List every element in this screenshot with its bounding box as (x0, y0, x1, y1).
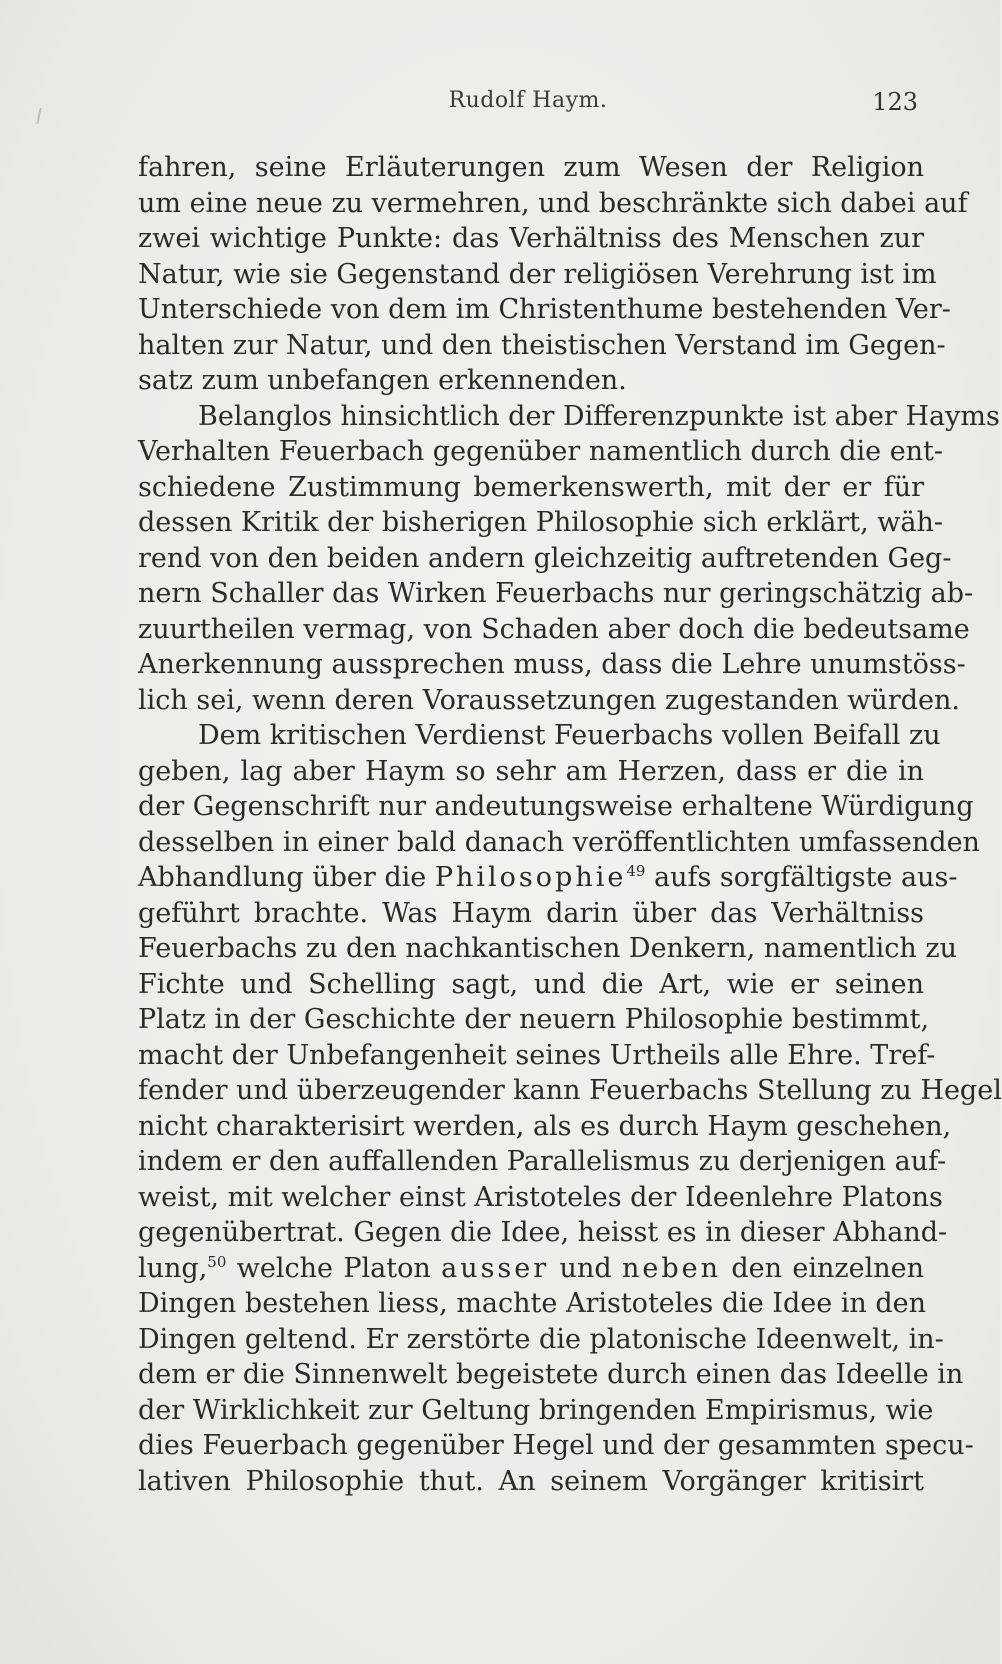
text-line: schiedene Zustimmung bemerkenswerth, mit der er für (138, 471, 924, 503)
text-line: lativen Philosophie thut. An seinem Vorgänger kritisirt (138, 1465, 924, 1497)
text-line: dem er die Sinnenwelt begeistete durch einen das Ideelle in (138, 1359, 964, 1390)
footnote-ref-50[interactable]: 50 (207, 1252, 227, 1271)
paragraph-start-line: Belanglos hinsichtlich der Differenzpunkte ist aber Hayms (198, 400, 1000, 432)
text-line: Feuerbachs zu den nachkantischen Denkern, namentlich zu (138, 933, 958, 964)
text-line: nicht charakterisirt werden, als es durch Haym geschehen, (138, 1110, 952, 1142)
text-line: zuurtheilen vermag, von Schaden aber doch die bedeutsame (138, 613, 970, 645)
text-line: fahren, seine Erläuterungen zum Wesen der Religion (138, 152, 924, 183)
page-number: 123 (872, 88, 918, 116)
text-line: Anerkennung aussprechen muss, dass die Lehre unumstöss- (138, 649, 966, 680)
text-line: indem er den auffallenden Parallelismus zu derjenigen auf- (138, 1146, 947, 1177)
text-line: fender und überzeugender kann Feuerbachs Stellung zu Hegel (138, 1075, 1002, 1106)
text-line: dies Feuerbach gegenüber Hegel und der gesammten specu- (138, 1430, 974, 1461)
spaced-word: ausser (441, 1252, 550, 1284)
text-line: Unterschiede von dem im Christenthume bestehenden Ver- (138, 294, 951, 325)
text-line: weist, mit welcher einst Aristoteles der Ideenlehre Platons (138, 1181, 943, 1213)
text-segment: und (549, 1252, 622, 1284)
text-line: halten zur Natur, und den theistischen Verstand im Gegen- (138, 329, 946, 361)
text-line-footnote-50 (138, 1251, 924, 1287)
text-line: gegenübertrat. Gegen die Idee, heisst es in dieser Abhand- (138, 1217, 948, 1248)
text-segment: welche Platon (226, 1252, 442, 1284)
paragraph-start-line: Dem kritischen Verdienst Feuerbachs vollen Beifall zu (198, 720, 941, 751)
spaced-word: neben (621, 1252, 722, 1284)
text-line: Platz in der Geschichte der neuern Philosophie bestimmt, (138, 1004, 930, 1035)
text-line-footnote-49 (138, 860, 958, 896)
text-line: geben, lag aber Haym so sehr am Herzen, dass er die in (138, 755, 924, 787)
text-line: zwei wichtige Punkte: das Verhältniss des Menschen zur (138, 223, 924, 254)
text-line: Fichte und Schelling sagt, und die Art, wie er seinen (138, 968, 924, 1000)
text-line: Dingen bestehen liess, machte Aristoteles die Idee in den (138, 1288, 927, 1319)
text-line: der Wirklichkeit zur Geltung bringenden Empirismus, wie (138, 1394, 934, 1426)
spaced-word: Philosophie (434, 862, 627, 893)
text-line: nern Schaller das Wirken Feuerbachs nur geringschätzig ab- (138, 578, 974, 609)
text-line: desselben in einer bald danach veröffentlichten umfassenden (138, 826, 980, 858)
text-line: Dingen geltend. Er zerstörte die platonische Ideenwelt, in- (138, 1323, 944, 1355)
text-segment: Abhandlung über die (138, 862, 435, 893)
text-line: geführt brachte. Was Haym darin über das Verhältniss (138, 897, 924, 929)
text-line: um eine neue zu vermehren, und beschränkte sich dabei auf (138, 187, 968, 219)
body-text (138, 150, 1002, 1499)
running-head (138, 88, 918, 124)
text-segment: lung, (138, 1252, 208, 1284)
text-line: satz zum unbefangen erkennenden. (138, 365, 627, 396)
text-line: macht der Unbefangenheit seines Urtheils alle Ehre. Tref- (138, 1039, 936, 1071)
margin-mark (36, 108, 41, 124)
text-segment: aufs sorgfältigste aus- (645, 862, 958, 893)
text-segment: den einzelnen (721, 1252, 924, 1284)
footnote-ref-49[interactable]: 49 (626, 862, 646, 880)
text-line: der Gegenschrift nur andeutungsweise erhaltene Würdigung (138, 791, 974, 822)
text-line: lich sei, wenn deren Voraussetzungen zugestanden würden. (138, 684, 960, 716)
text-line: Natur, wie sie Gegenstand der religiösen Verehrung ist im (138, 258, 937, 290)
text-line: rend von den beiden andern gleichzeitig auftretenden Geg- (138, 542, 952, 574)
running-title: Rudolf Haym. (448, 88, 608, 113)
text-line: dessen Kritik der bisherigen Philosophie sich erklärt, wäh- (138, 507, 944, 538)
text-line: Verhalten Feuerbach gegenüber namentlich durch die ent- (138, 436, 944, 467)
